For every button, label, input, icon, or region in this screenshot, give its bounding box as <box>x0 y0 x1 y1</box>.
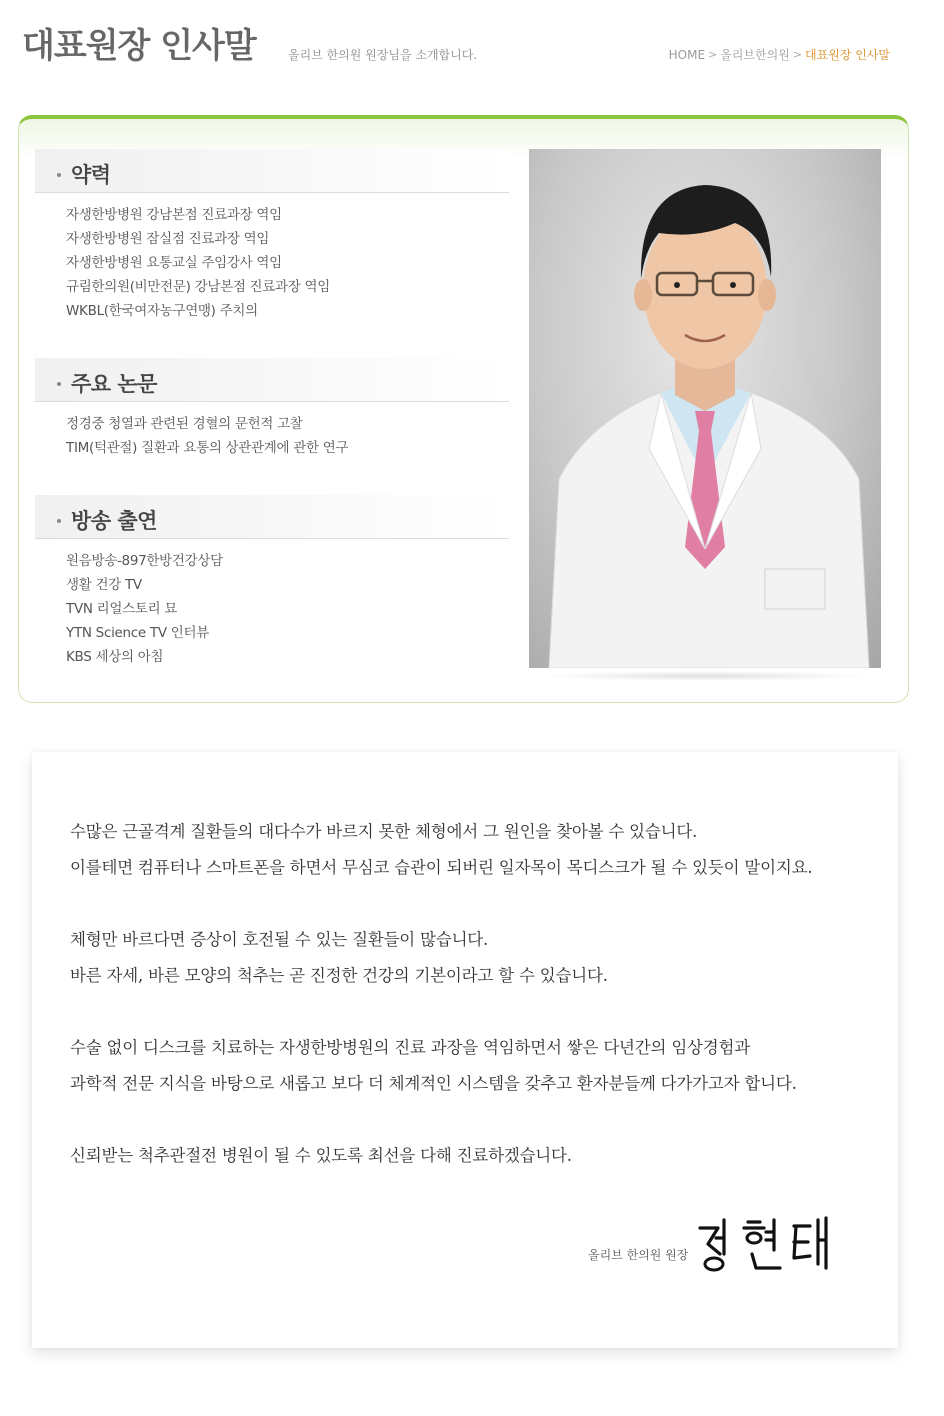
list-item: 자생한방병원 잠실점 진료과장 역임 <box>66 231 270 247</box>
section-title: 주요 논문 <box>71 372 157 396</box>
list-item: TVN 리얼스토리 묘 <box>66 601 178 617</box>
broadcast-section <box>35 495 509 669</box>
list-item: 규림한의원(비만전문) 강남본점 진료과장 역임 <box>66 279 330 295</box>
section-title: 방송 출연 <box>71 509 157 533</box>
letter-line: 바른 자세, 바른 모양의 척추는 곧 진정한 건강의 기본이라고 할 수 있습니다. <box>70 966 608 985</box>
letter-line: 수술 없이 디스크를 치료하는 자생한방병원의 진료 과장을 역임하면서 쌓은 다년간의 임상경험과 <box>70 1038 751 1057</box>
list-item: 생활 건강 TV <box>66 577 142 593</box>
signature-label: 올리브 한의원 원장 <box>588 1248 689 1262</box>
list-item: 원음방송-897한방건강상담 <box>66 553 223 569</box>
list-item: WKBL(한국여자농구연맹) 주치의 <box>66 303 258 319</box>
photo-shadow <box>539 671 871 681</box>
section-header <box>35 358 509 402</box>
list-item: 정경중 청열과 관련된 경혈의 문헌적 고찰 <box>66 416 303 432</box>
page-title: 대표원장 인사말 <box>22 26 256 66</box>
bullet-dot-icon <box>57 382 61 386</box>
list-item: 자생한방병원 요통교실 주임강사 역임 <box>66 255 282 271</box>
greeting-letter <box>32 752 898 1348</box>
section-header <box>35 495 509 539</box>
broadcast-list <box>35 539 509 669</box>
letter-line: 신뢰받는 척추관절전 병원이 될 수 있도록 최선을 다해 진료하겠습니다. <box>70 1146 572 1165</box>
doctor-portrait-illustration <box>529 149 881 668</box>
list-item: TIM(턱관절) 질환과 요통의 상관관계에 관한 연구 <box>66 440 349 456</box>
bullet-dot-icon <box>57 519 61 523</box>
page-subtitle: 올리브 한의원 원장님을 소개합니다. <box>288 48 478 62</box>
list-item: YTN Science TV 인터뷰 <box>66 625 210 641</box>
handwritten-signature <box>694 1214 844 1274</box>
papers-list <box>35 402 509 460</box>
section-header <box>35 149 509 193</box>
letter-line: 과학적 전문 지식을 바탕으로 새롭고 보다 더 체계적인 시스템을 갖추고 환자분들께 다가가고자 합니다. <box>70 1074 797 1093</box>
career-list <box>35 193 509 323</box>
career-section <box>35 149 509 323</box>
chevron-right-icon: > <box>792 48 803 61</box>
doctor-photo <box>529 149 881 668</box>
breadcrumb-current: 대표원장 인사말 <box>805 48 890 62</box>
breadcrumb <box>669 46 890 63</box>
letter-line: 이를테면 컴퓨터나 스마트폰을 하면서 무심코 습관이 되버린 일자목이 목디스크가 될 수 있듯이 말이지요. <box>70 858 813 877</box>
letter-line: 수많은 근골격계 질환들의 대다수가 바르지 못한 체형에서 그 원인을 찾아볼 수 있습니다. <box>70 822 698 841</box>
bullet-dot-icon <box>57 173 61 177</box>
papers-section <box>35 358 509 460</box>
chevron-right-icon: > <box>708 48 718 61</box>
list-item: 자생한방병원 강남본점 진료과장 역임 <box>66 207 282 223</box>
profile-box <box>18 115 909 703</box>
letter-line: 체형만 바르다면 증상이 호전될 수 있는 질환들이 많습니다. <box>70 930 489 949</box>
section-title: 약력 <box>71 163 111 187</box>
breadcrumb-home-link[interactable]: HOME <box>668 47 706 62</box>
list-item: KBS 세상의 아침 <box>66 649 164 665</box>
breadcrumb-clinic-link[interactable]: 올리브한의원 <box>720 48 790 62</box>
